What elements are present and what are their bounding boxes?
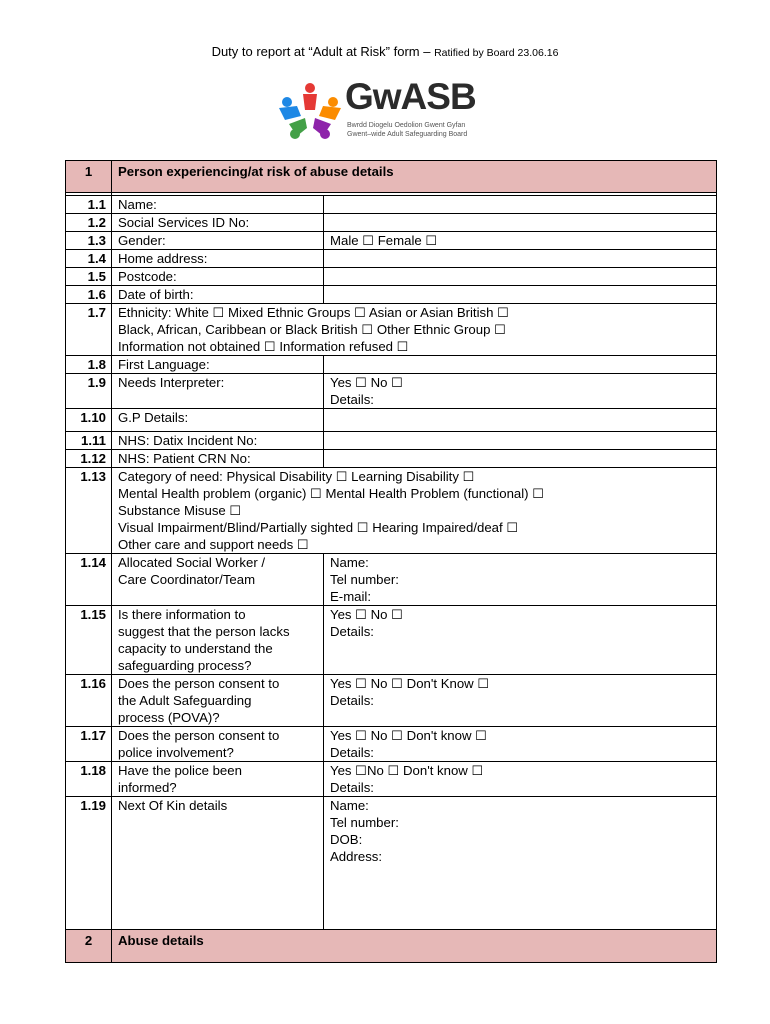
value-line: Tel number: [330, 815, 399, 830]
label-line: Have the police been [118, 763, 242, 778]
label-line: Care Coordinator/Team [118, 572, 256, 587]
label-line: safeguarding process? [118, 658, 252, 673]
ratified-note: Ratified by Board 23.06.16 [434, 47, 559, 59]
logo-brand: GwASB [345, 76, 476, 117]
details-label: Details: [330, 780, 374, 795]
category-of-need-checkboxes[interactable] [112, 468, 717, 554]
label-line: process (POVA)? [118, 710, 220, 725]
details-label: Details: [330, 745, 374, 760]
form-row [66, 374, 717, 409]
details-label: Details: [330, 392, 374, 407]
row-number: 1.8 [66, 356, 112, 374]
value-line: Address: [330, 849, 383, 864]
form-row [66, 250, 717, 268]
row-number: 1.12 [66, 450, 112, 468]
form-row [66, 268, 717, 286]
value-line: Name: [330, 798, 369, 813]
label-line: capacity to understand the [118, 641, 273, 656]
consent-police-label [112, 727, 324, 762]
page-title [0, 44, 770, 59]
next-of-kin-field[interactable] [324, 797, 717, 930]
row-number: 1.6 [66, 286, 112, 304]
value-line: Tel number: [330, 572, 399, 587]
row-number: 1.16 [66, 675, 112, 727]
value-line: DOB: [330, 832, 363, 847]
social-services-id-label: Social Services ID No: [112, 214, 324, 232]
section-number: 2 [66, 930, 112, 963]
gender-label: Gender: [112, 232, 324, 250]
form-row [66, 432, 717, 450]
police-informed-label [112, 762, 324, 797]
social-worker-label [112, 554, 324, 606]
details-label: Details: [330, 693, 374, 708]
form-row [66, 727, 717, 762]
gp-details-field[interactable] [324, 409, 717, 432]
form-row [66, 554, 717, 606]
next-of-kin-label: Next Of Kin details [112, 797, 324, 930]
label-line: the Adult Safeguarding [118, 693, 252, 708]
label-line: informed? [118, 780, 177, 795]
form-row [66, 196, 717, 214]
label-line: suggest that the person lacks [118, 624, 290, 639]
label-line: Does the person consent to [118, 728, 280, 743]
home-address-field[interactable] [324, 250, 717, 268]
datix-incident-label: NHS: Datix Incident No: [112, 432, 324, 450]
row-number: 1.4 [66, 250, 112, 268]
form-row [66, 409, 717, 432]
section-title: Abuse details [112, 930, 717, 963]
category-line: Other care and support needs ☐ [118, 537, 309, 552]
ethnicity-line: Black, African, Caribbean or Black British ☐ Other Ethnic Group ☐ [118, 322, 506, 337]
needs-interpreter-field[interactable] [324, 374, 717, 409]
section-title: Person experiencing/at risk of abuse details [112, 161, 717, 193]
police-informed-field[interactable] [324, 762, 717, 797]
row-number: 1.13 [66, 468, 112, 554]
consent-safeguarding-label [112, 675, 324, 727]
yes-no-dontknow-checkboxes[interactable]: Yes ☐No ☐ Don't know ☐ [330, 763, 484, 778]
patient-crn-label: NHS: Patient CRN No: [112, 450, 324, 468]
form-row [66, 450, 717, 468]
ethnicity-line: Ethnicity: White ☐ Mixed Ethnic Groups ☐ Asian or Asian British ☐ [118, 305, 509, 320]
form-row [66, 606, 717, 675]
label-line: police involvement? [118, 745, 234, 760]
gwasb-logo [275, 76, 505, 142]
logo-subtitle-english: Gwent–wide Adult Safeguarding Board [347, 131, 468, 138]
row-number: 1.19 [66, 797, 112, 930]
date-of-birth-field[interactable] [324, 286, 717, 304]
section-number: 1 [66, 161, 112, 193]
row-number: 1.2 [66, 214, 112, 232]
logo-subtitle-welsh: Bwrdd Diogelu Oedolion Gwent Gyfan [347, 122, 466, 129]
needs-interpreter-label: Needs Interpreter: [112, 374, 324, 409]
label-line: Allocated Social Worker / [118, 555, 266, 570]
row-number: 1.1 [66, 196, 112, 214]
section-header [66, 930, 717, 963]
category-line: Visual Impairment/Blind/Partially sighted ☐ Hearing Impaired/deaf ☐ [118, 520, 519, 535]
datix-incident-field[interactable] [324, 432, 717, 450]
form-row [66, 214, 717, 232]
section-header [66, 161, 717, 193]
capacity-label [112, 606, 324, 675]
details-label: Details: [330, 624, 374, 639]
safeguarding-people-icon [275, 80, 345, 142]
row-number: 1.14 [66, 554, 112, 606]
row-number: 1.10 [66, 409, 112, 432]
category-line: Substance Misuse ☐ [118, 503, 242, 518]
value-line: Name: [330, 555, 369, 570]
form-row [66, 232, 717, 250]
ethnicity-line: Information not obtained ☐ Information refused ☐ [118, 339, 409, 354]
form-row [66, 304, 717, 356]
row-number: 1.17 [66, 727, 112, 762]
yes-no-checkboxes[interactable]: Yes ☐ No ☐ [330, 375, 404, 390]
date-of-birth-label: Date of birth: [112, 286, 324, 304]
postcode-field[interactable] [324, 268, 717, 286]
row-number: 1.18 [66, 762, 112, 797]
form-row [66, 356, 717, 374]
social-services-id-field[interactable] [324, 214, 717, 232]
first-language-field[interactable] [324, 356, 717, 374]
value-line: E-mail: [330, 589, 372, 604]
yes-no-dontknow-checkboxes[interactable]: Yes ☐ No ☐ Don't Know ☐ [330, 676, 490, 691]
adult-at-risk-form-table [65, 160, 717, 963]
gender-checkboxes[interactable]: Male ☐ Female ☐ [324, 232, 717, 250]
category-line: Mental Health problem (organic) ☐ Mental Health Problem (functional) ☐ [118, 486, 545, 501]
form-row [66, 286, 717, 304]
form-row [66, 797, 717, 930]
row-number: 1.9 [66, 374, 112, 409]
category-line: Category of need: Physical Disability ☐ Learning Disability ☐ [118, 469, 475, 484]
consent-police-field[interactable] [324, 727, 717, 762]
form-title: Duty to report at “Adult at Risk” form – [211, 44, 431, 59]
name-field[interactable] [324, 196, 717, 214]
capacity-field[interactable] [324, 606, 717, 675]
home-address-label: Home address: [112, 250, 324, 268]
form-row [66, 762, 717, 797]
yes-no-checkboxes[interactable]: Yes ☐ No ☐ [330, 607, 404, 622]
row-number: 1.5 [66, 268, 112, 286]
gp-details-label: G.P Details: [112, 409, 324, 432]
name-label: Name: [112, 196, 324, 214]
consent-safeguarding-field[interactable] [324, 675, 717, 727]
row-number: 1.7 [66, 304, 112, 356]
first-language-label: First Language: [112, 356, 324, 374]
label-line: Does the person consent to [118, 676, 280, 691]
form-row [66, 675, 717, 727]
ethnicity-checkboxes[interactable] [112, 304, 717, 356]
row-number: 1.11 [66, 432, 112, 450]
social-worker-field[interactable] [324, 554, 717, 606]
form-row [66, 468, 717, 554]
postcode-label: Postcode: [112, 268, 324, 286]
row-number: 1.3 [66, 232, 112, 250]
yes-no-dontknow-checkboxes[interactable]: Yes ☐ No ☐ Don't know ☐ [330, 728, 487, 743]
patient-crn-field[interactable] [324, 450, 717, 468]
label-line: Is there information to [118, 607, 246, 622]
row-number: 1.15 [66, 606, 112, 675]
